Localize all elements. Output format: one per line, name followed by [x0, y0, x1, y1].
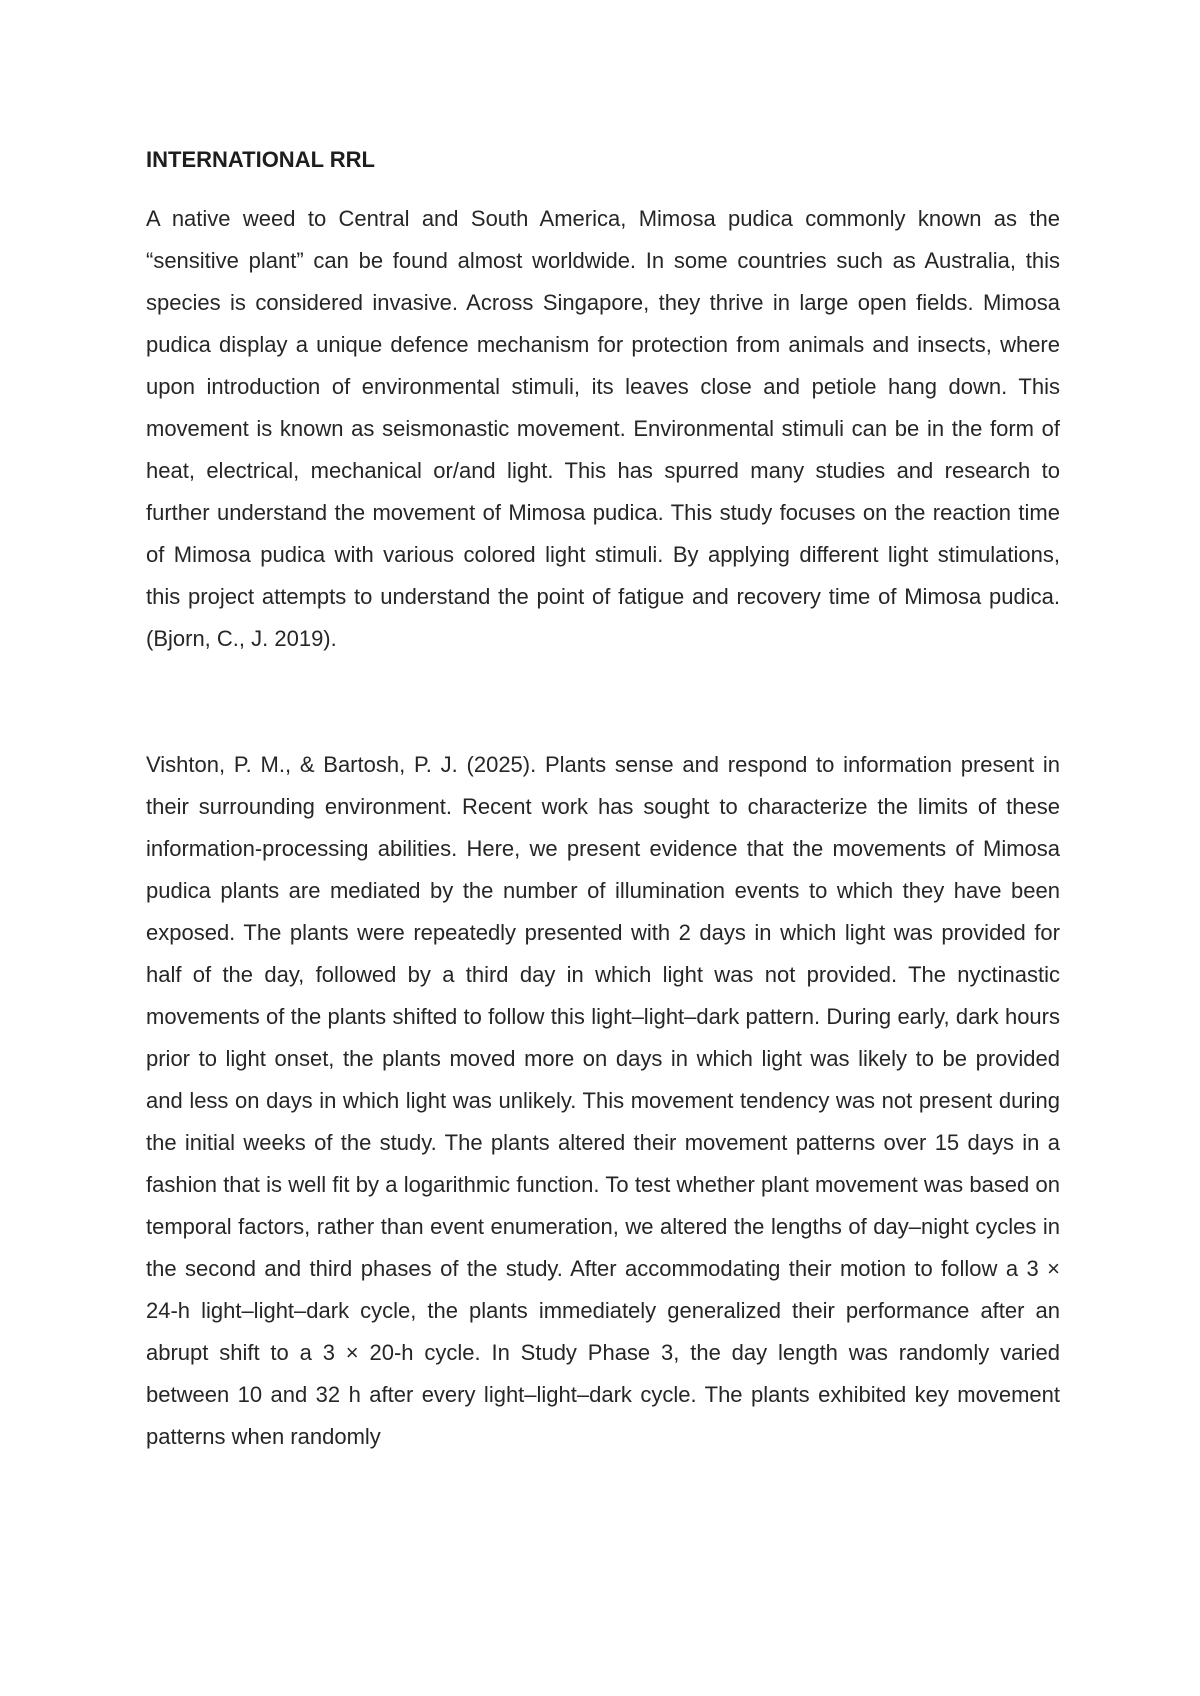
paragraph-intro: A native weed to Central and South America, Mimosa pudica commonly known as the “sensitive plant” can be found almost worldwide. In some countries such as Australia, this species is considered invasive. Across Singapore, they thrive in large open fields. Mimosa pudica display a unique defence mechanism for protection from animals and insects, where upon introduction of environmental stimuli, its leaves close and petiole hang down. This movement is known as seismonastic movement. Environmental stimuli can be in the form of heat, electrical, mechanical or/and light. This has spurred many studies and research to further understand the movement of Mimosa pudica. This study focuses on the reaction time of Mimosa pudica with various colored light stimuli. By applying different light stimulations, this project attempts to understand the point of fatigue and recovery time of Mimosa pudica. (Bjorn, C., J. 2019). — [146, 206, 1060, 651]
document-heading: INTERNATIONAL RRL — [146, 147, 375, 172]
paragraph-vishton-bartosh: Vishton, P. M., & Bartosh, P. J. (2025). Plants sense and respond to information present in their surrounding environment. Recent work has sought to characterize the limits of these information-processing abilities. Here, we present evidence that the movements of Mimosa pudica plants are mediated by the number of illumination events to which they have been exposed. The plants were repeatedly presented with 2 days in which light was provided for half of the day, followed by a third day in which light was not provided. The nyctinastic movements of the plants shifted to follow this light–light–dark pattern. During early, dark hours prior to light onset, the plants moved more on days in which light was likely to be provided and less on days in which light was unlikely. This movement tendency was not present during the initial weeks of the study. The plants altered their movement patterns over 15 days in a fashion that is well fit by a logarithmic function. To test whether plant movement was based on temporal factors, rather than event enumeration, we altered the lengths of day–night cycles in the second and third phases of the study. After accommodating their motion to follow a 3 × 24-h light–light–dark cycle, the plants immediately generalized their performance after an abrupt shift to a 3 × 20-h cycle. In Study Phase 3, the day length was randomly varied between 10 and 32 h after every light–light–dark cycle. The plants exhibited key movement patterns when randomly — [146, 752, 1060, 1449]
document-body — [146, 142, 1060, 1458]
